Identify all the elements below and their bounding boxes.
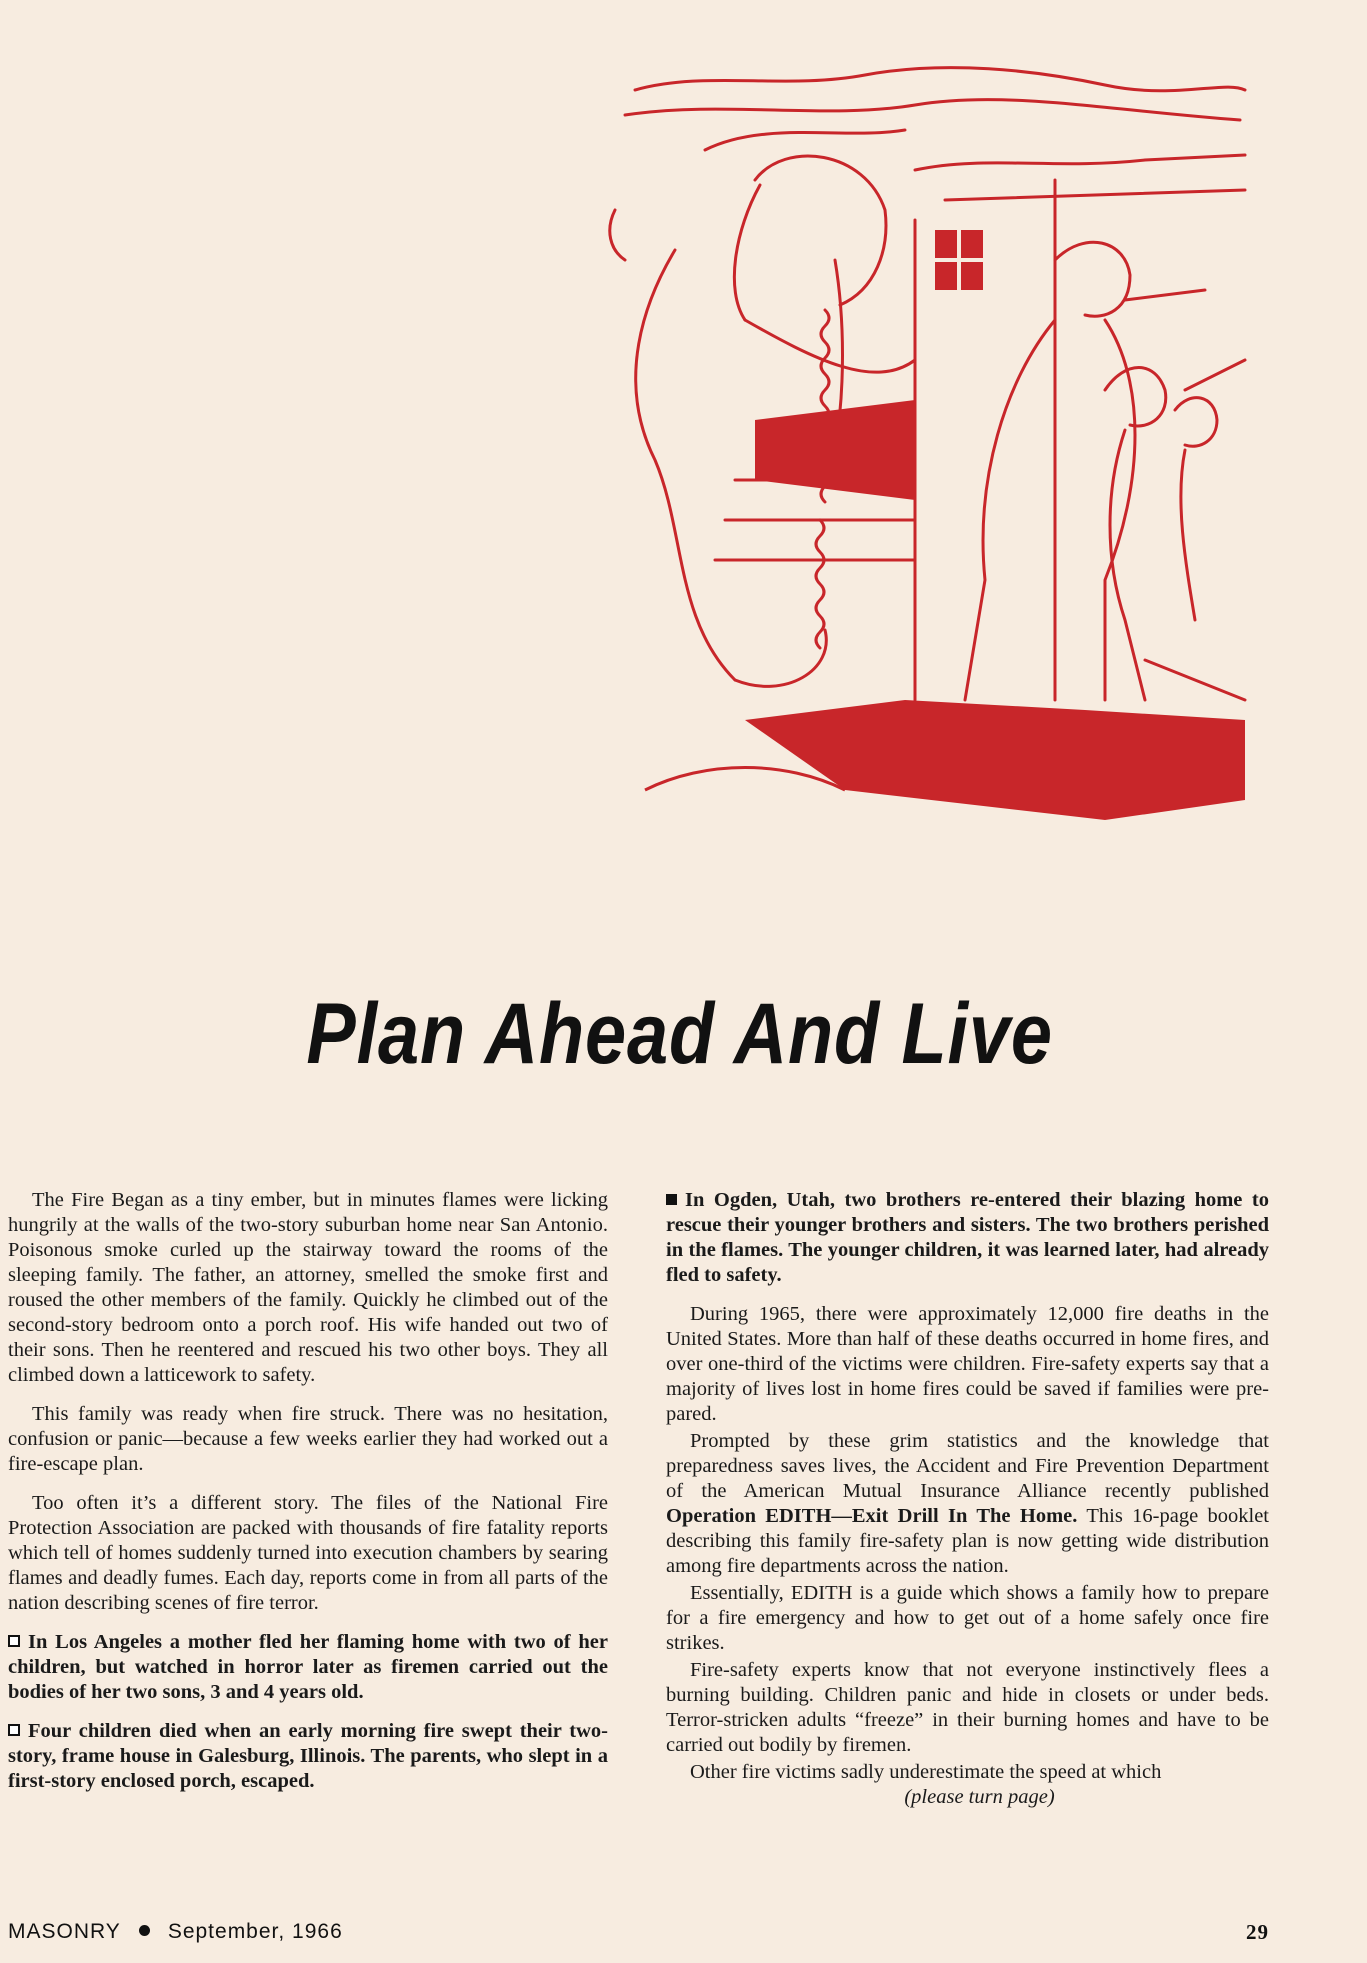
magazine-name: MASONRY — [8, 1920, 121, 1943]
booklet-title: Operation EDITH—Exit Drill In The Home. — [666, 1505, 1078, 1527]
bullet-dot-icon — [139, 1925, 150, 1936]
body-text: This 16-page booklet describing this family fire-safety plan is now getting wide distribution among fire departments across the nation. — [666, 1505, 1269, 1577]
family-escaping-fire-drawing — [585, 60, 1260, 830]
bullet-text: In Los Angeles a mother fled her flaming home with two of her children, but watched in horror later as firemen carried out the bodies of her two sons, 3 and 4 years old. — [8, 1631, 608, 1703]
body-paragraph: The Fire Began as a tiny ember, but in minutes flames were licking hungrily at the walls of the two-story suburban home near San Antonio. Poisonous smoke curled up the stairway toward the rooms of the sleeping family. The father, an attorney, smelled the smoke first and roused the other members of the family. Quickly he climbed out of the second-story bedroom onto a porch roof. His wife handed out two of their sons. Then he reentered and rescued his two other boys. They all climbed down a latticework to safety. — [8, 1189, 608, 1386]
issue-date: September, 1966 — [167, 1920, 343, 1943]
bullet-text: In Ogden, Utah, two brothers re-entered their blazing home to rescue their younger brothers and sisters. The two brothers perished in the flames. The younger children, it was learned later, had already fled to safety. — [666, 1189, 1269, 1286]
bullet-item — [666, 1188, 1269, 1288]
fire-escape-illustration — [585, 60, 1260, 830]
right-column — [666, 1188, 1269, 1824]
left-column — [8, 1188, 608, 1808]
body-paragraph: Too often it’s a different story. The files of the National Fire Protection Association are packed with thousands of fire fatality reports which tell of homes suddenly turned into execution chambers by searing flames and deadly fumes. Each day, reports come in from all parts of the nation describing scenes of fire terror. — [8, 1492, 608, 1614]
body-text: Prompted by these grim statistics and the knowledge that preparedness saves lives, the Accident and Fire Prevention Department of the American Mutual Insurance Alliance recently published — [666, 1430, 1269, 1502]
square-bullet-icon — [666, 1194, 677, 1205]
square-bullet-icon — [8, 1635, 20, 1647]
page-number: 29 — [1246, 1920, 1269, 1944]
bullet-text: Four children died when an early morning fire swept their two-story, frame house in Galesburg, Illinois. The parents, who slept in a first-story enclosed porch, escaped. — [8, 1720, 608, 1792]
square-bullet-icon — [8, 1724, 20, 1736]
bullet-item — [8, 1719, 608, 1794]
body-paragraph: During 1965, there were approximately 12,000 fire deaths in the United States. More than half of these deaths occurred in home fires, and over one-third of the victims were children. Fire-safety experts say that a majority of lives lost in home fires could be saved if families were prepared. — [666, 1303, 1269, 1425]
article-title: Plan Ahead And Live — [306, 986, 1053, 1082]
continued-note: (please turn page) — [904, 1786, 1055, 1808]
body-paragraph: Fire-safety experts know that not everyone instinctively flees a burning building. Children panic and hide in closets or under beds. Terror-stricken adults “freeze” in their burning homes and have to be carried out bodily by firemen. — [666, 1659, 1269, 1756]
bullet-item — [8, 1630, 608, 1705]
body-paragraph: Essentially, EDITH is a guide which shows a family how to prepare for a fire emergency and how to get out of a home safely once fire strikes. — [666, 1582, 1269, 1654]
body-paragraph: Other fire victims sadly underestimate the speed at which — [690, 1761, 1162, 1783]
page-footer — [8, 1920, 1269, 1944]
body-paragraph — [666, 1429, 1269, 1579]
body-paragraph: This family was ready when fire struck. There was no hesitation, confusion or panic—because a few weeks earlier they had worked out a fire-escape plan. — [8, 1403, 608, 1475]
